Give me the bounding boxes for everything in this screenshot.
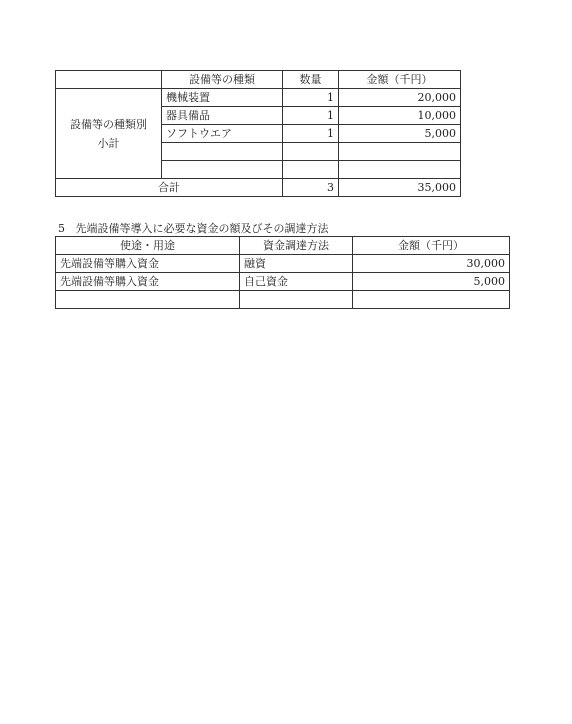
use-cell xyxy=(56,291,240,309)
amount-cell: 20,000 xyxy=(339,89,461,107)
equipment-table xyxy=(55,70,461,197)
amount-cell: 10,000 xyxy=(339,107,461,125)
table-row xyxy=(56,273,510,291)
section-number: 5 xyxy=(58,222,65,235)
amount-cell: 5,000 xyxy=(339,125,461,143)
equipment-type-cell xyxy=(162,161,283,179)
header-blank xyxy=(56,71,162,89)
table-row xyxy=(56,255,510,273)
table-row xyxy=(56,89,461,107)
quantity-cell: 1 xyxy=(283,125,339,143)
amount-cell xyxy=(353,291,510,309)
funding-method-cell xyxy=(240,291,353,309)
total-label: 合計 xyxy=(56,179,283,197)
quantity-cell xyxy=(283,143,339,161)
quantity-cell: 1 xyxy=(283,107,339,125)
use-cell: 先端設備等購入資金 xyxy=(56,255,240,273)
section-title: 先端設備等導入に必要な資金の額及びその調達方法 xyxy=(75,222,329,235)
header-funding-method: 資金調達方法 xyxy=(240,237,353,255)
header-amount: 金額（千円） xyxy=(353,237,510,255)
category-label-line2: 小計 xyxy=(97,136,120,150)
equipment-type-cell: 機械装置 xyxy=(162,89,283,107)
funding-method-cell: 融資 xyxy=(240,255,353,273)
table-header-row xyxy=(56,237,510,255)
table-header-row xyxy=(56,71,461,89)
equipment-type-cell: 器具備品 xyxy=(162,107,283,125)
header-quantity: 数量 xyxy=(283,71,339,89)
category-label-line1: 設備等の種類別 xyxy=(70,117,147,131)
section-5-heading xyxy=(58,220,329,236)
header-use: 使途・用途 xyxy=(56,237,240,255)
header-equipment-type: 設備等の種類 xyxy=(162,71,283,89)
funding-method-cell: 自己資金 xyxy=(240,273,353,291)
table-row xyxy=(56,291,510,309)
equipment-type-cell: ソフトウエア xyxy=(162,125,283,143)
category-subtotal-label xyxy=(56,89,162,179)
quantity-cell xyxy=(283,161,339,179)
funding-table xyxy=(55,236,510,309)
equipment-type-cell xyxy=(162,143,283,161)
use-cell: 先端設備等購入資金 xyxy=(56,273,240,291)
amount-cell xyxy=(339,143,461,161)
amount-cell: 5,000 xyxy=(353,273,510,291)
total-amount: 35,000 xyxy=(339,179,461,197)
total-quantity: 3 xyxy=(283,179,339,197)
quantity-cell: 1 xyxy=(283,89,339,107)
amount-cell: 30,000 xyxy=(353,255,510,273)
total-row xyxy=(56,179,461,197)
amount-cell xyxy=(339,161,461,179)
header-amount: 金額（千円） xyxy=(339,71,461,89)
